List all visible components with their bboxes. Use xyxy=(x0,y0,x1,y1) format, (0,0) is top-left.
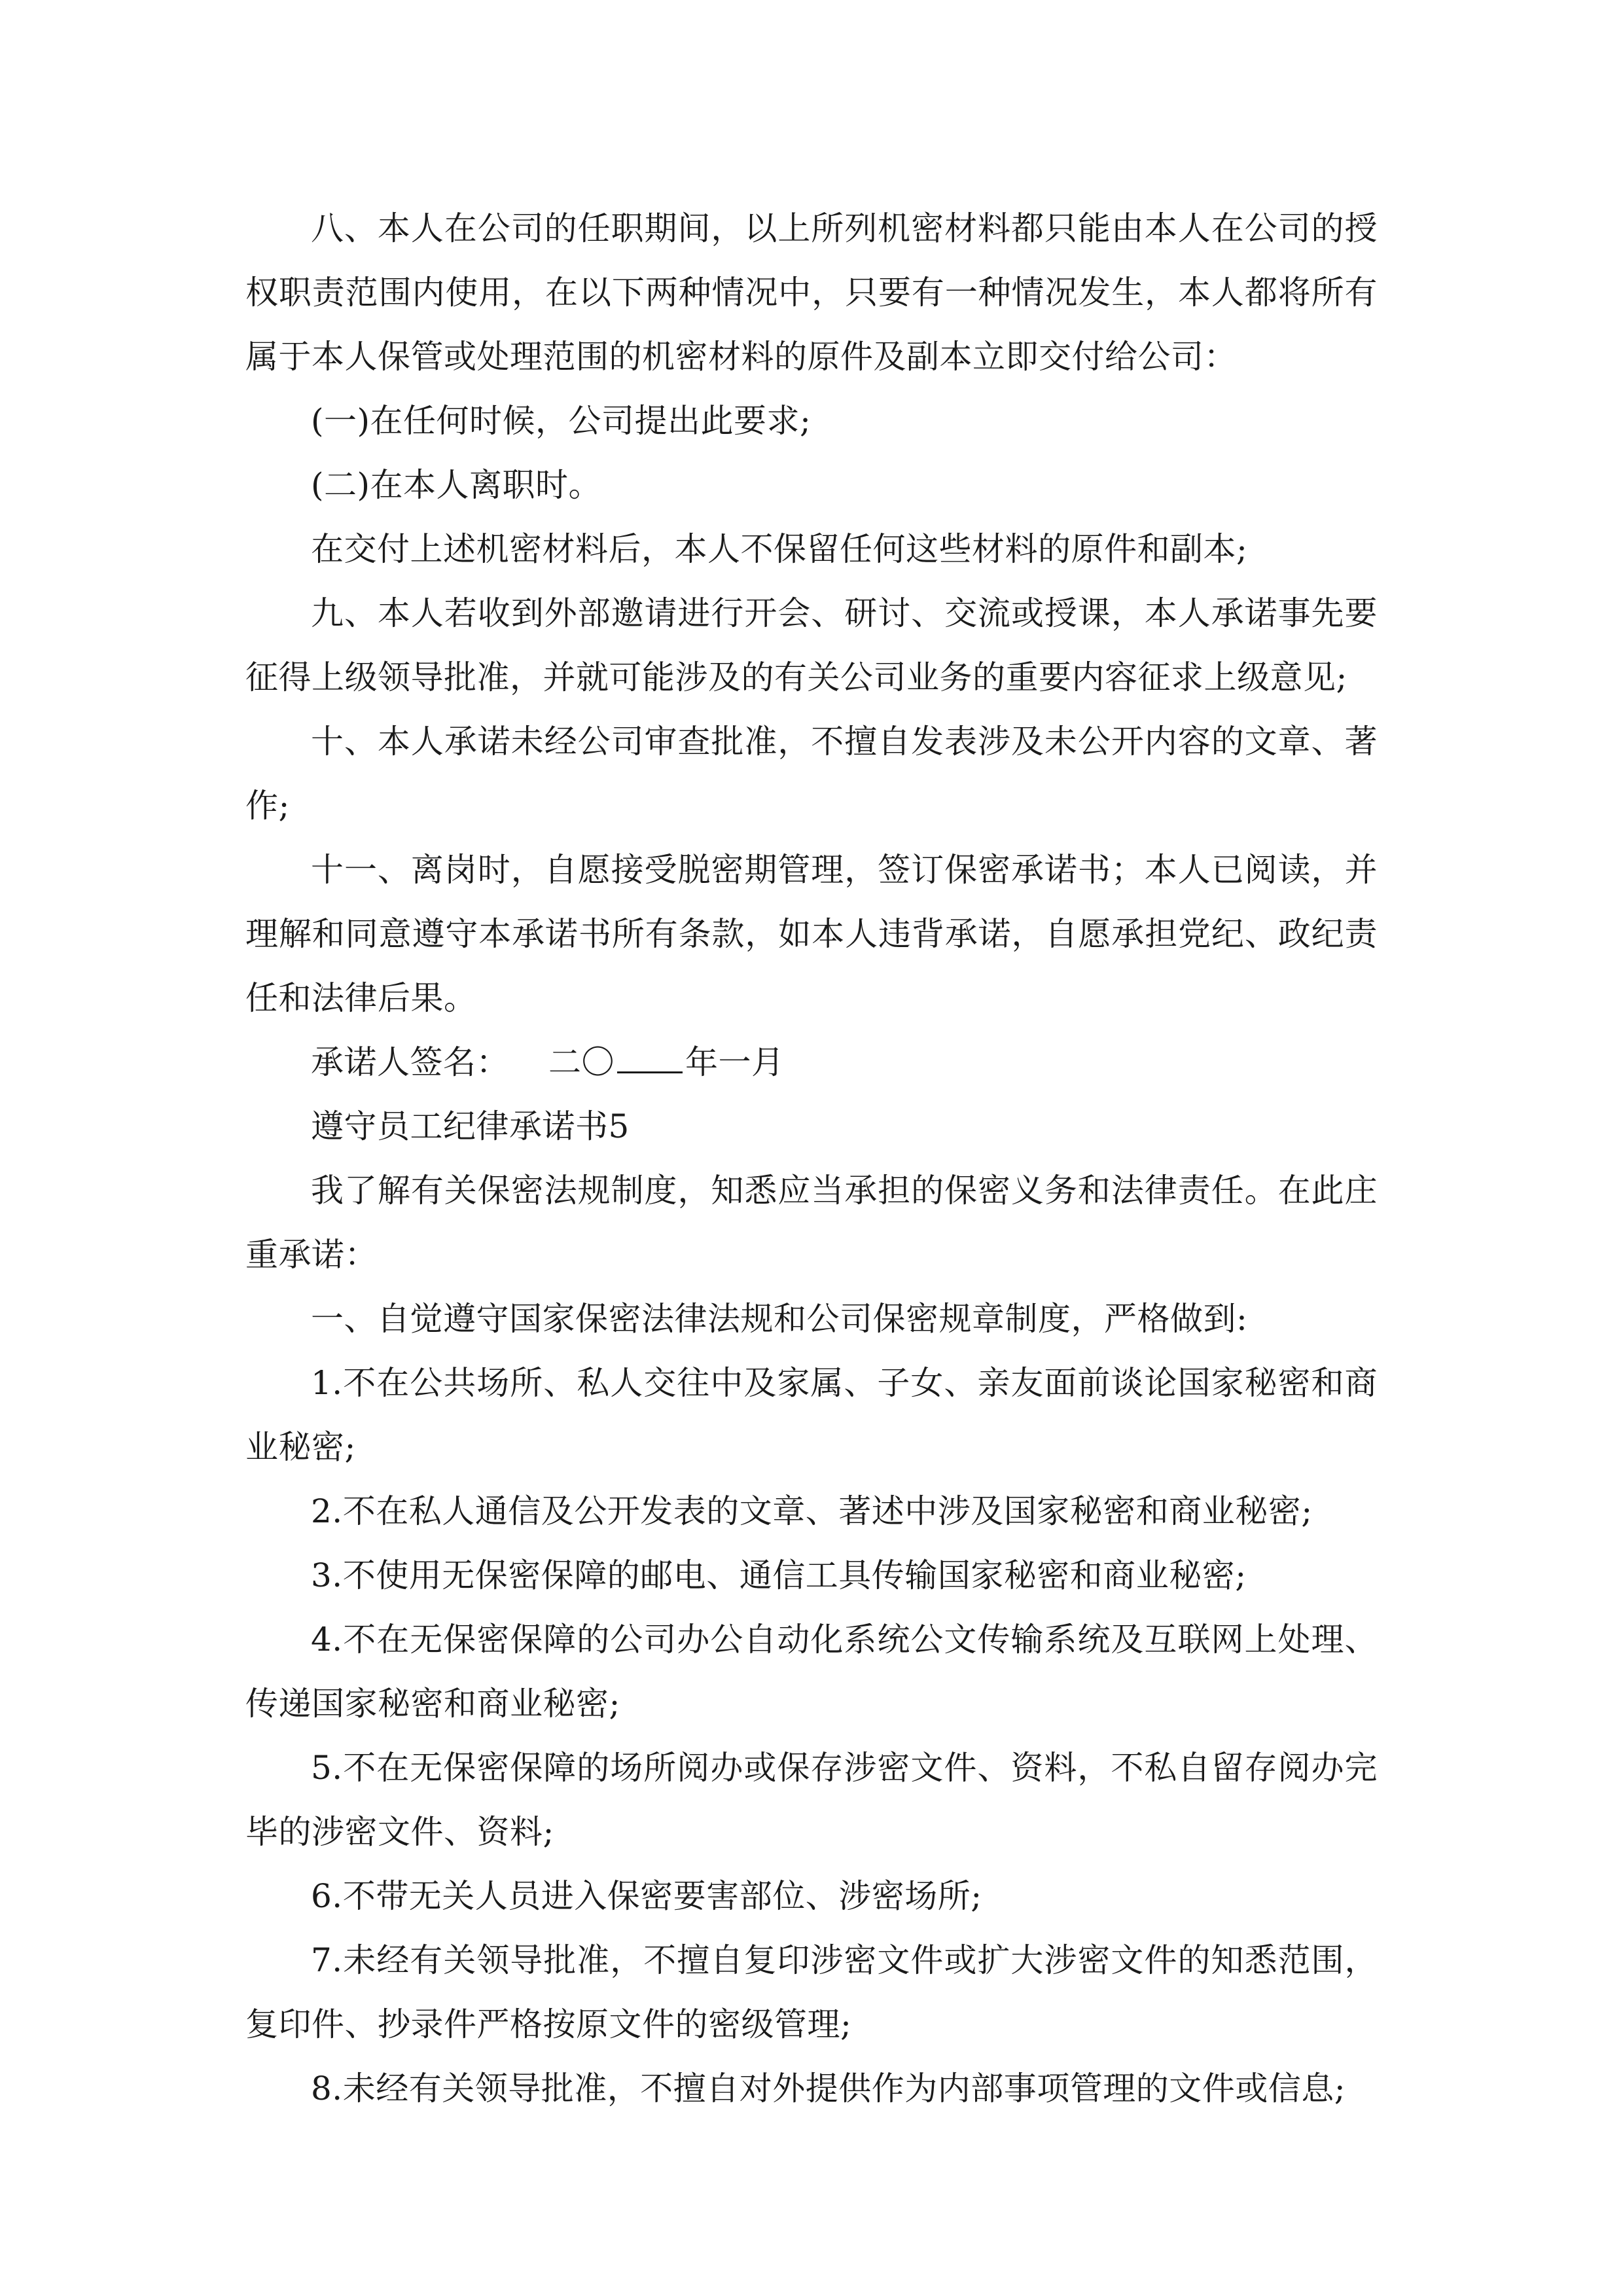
paragraph-handover: 在交付上述机密材料后，本人不保留任何这些材料的原件和副本; xyxy=(311,530,1248,568)
paragraph-item-10: 十、本人承诺未经公司审查批准，不擅自发表涉及未公开内容的文章、著作; xyxy=(245,723,1378,825)
paragraph-sub-2: (二)在本人离职时。 xyxy=(311,466,602,504)
paragraph-sub-1: (一)在任何时候，公司提出此要求; xyxy=(311,402,812,440)
list-item-5: 5.不在无保密保障的场所阅办或保存涉密文件、资料，不私自留存阅办完毕的涉密文件、资料; xyxy=(245,1749,1378,1851)
list-item-7: 7.未经有关领导批准，不擅自复印涉密文件或扩大涉密文件的知悉范围，复印件、抄录件严格按原文件的密级管理; xyxy=(245,1941,1378,2043)
list-item-2: 2.不在私人通信及公开发表的文章、著述中涉及国家秘密和商业秘密; xyxy=(311,1492,1313,1530)
paragraph-rule-1: 一、自觉遵守国家保密法律法规和公司保密规章制度，严格做到: xyxy=(311,1300,1248,1338)
paragraph-item-11: 十一、离岗时，自愿接受脱密期管理，签订保密承诺书；本人已阅读，并理解和同意遵守本承诺书所有条款，如本人违背承诺，自愿承担党纪、政纪责任和法律后果。 xyxy=(245,851,1378,1017)
list-item-3: 3.不使用无保密保障的邮电、通信工具传输国家秘密和商业秘密; xyxy=(311,1556,1247,1594)
paragraph-item-9: 九、本人若收到外部邀请进行开会、研讨、交流或授课，本人承诺事先要征得上级领导批准，并就可能涉及的有关公司业务的重要内容征求上级意见; xyxy=(245,594,1378,696)
list-item-6: 6.不带无关人员进入保密要害部位、涉密场所; xyxy=(311,1877,982,1915)
document-page xyxy=(245,196,1378,2121)
paragraph-item-8: 八、本人在公司的任职期间，以上所列机密材料都只能由本人在公司的授权职责范围内使用，在以下两种情况中，只要有一种情况发生，本人都将所有属于本人保管或处理范围的机密材料的原件及副本立即交付给公司： xyxy=(245,209,1378,376)
paragraph-intro: 我了解有关保密法规制度，知悉应当承担的保密义务和法律责任。在此庄重承诺： xyxy=(245,1172,1378,1274)
list-item-8: 8.未经有关领导批准，不擅自对外提供作为内部事项管理的文件或信息; xyxy=(311,2070,1346,2108)
date-suffix: 年一月 xyxy=(685,1043,785,1081)
list-item-1: 1.不在公共场所、私人交往中及家属、子女、亲友面前谈论国家秘密和商业秘密; xyxy=(245,1364,1378,1466)
signature-line xyxy=(245,1030,1378,1094)
signature-label: 承诺人签名： xyxy=(311,1043,509,1081)
year-blank xyxy=(617,1048,683,1073)
date-prefix: 二〇 xyxy=(548,1043,615,1081)
section-title: 遵守员工纪律承诺书5 xyxy=(311,1107,630,1145)
list-item-4: 4.不在无保密保障的公司办公自动化系统公文传输系统及互联网上处理、传递国家秘密和商业秘密; xyxy=(245,1621,1378,1723)
